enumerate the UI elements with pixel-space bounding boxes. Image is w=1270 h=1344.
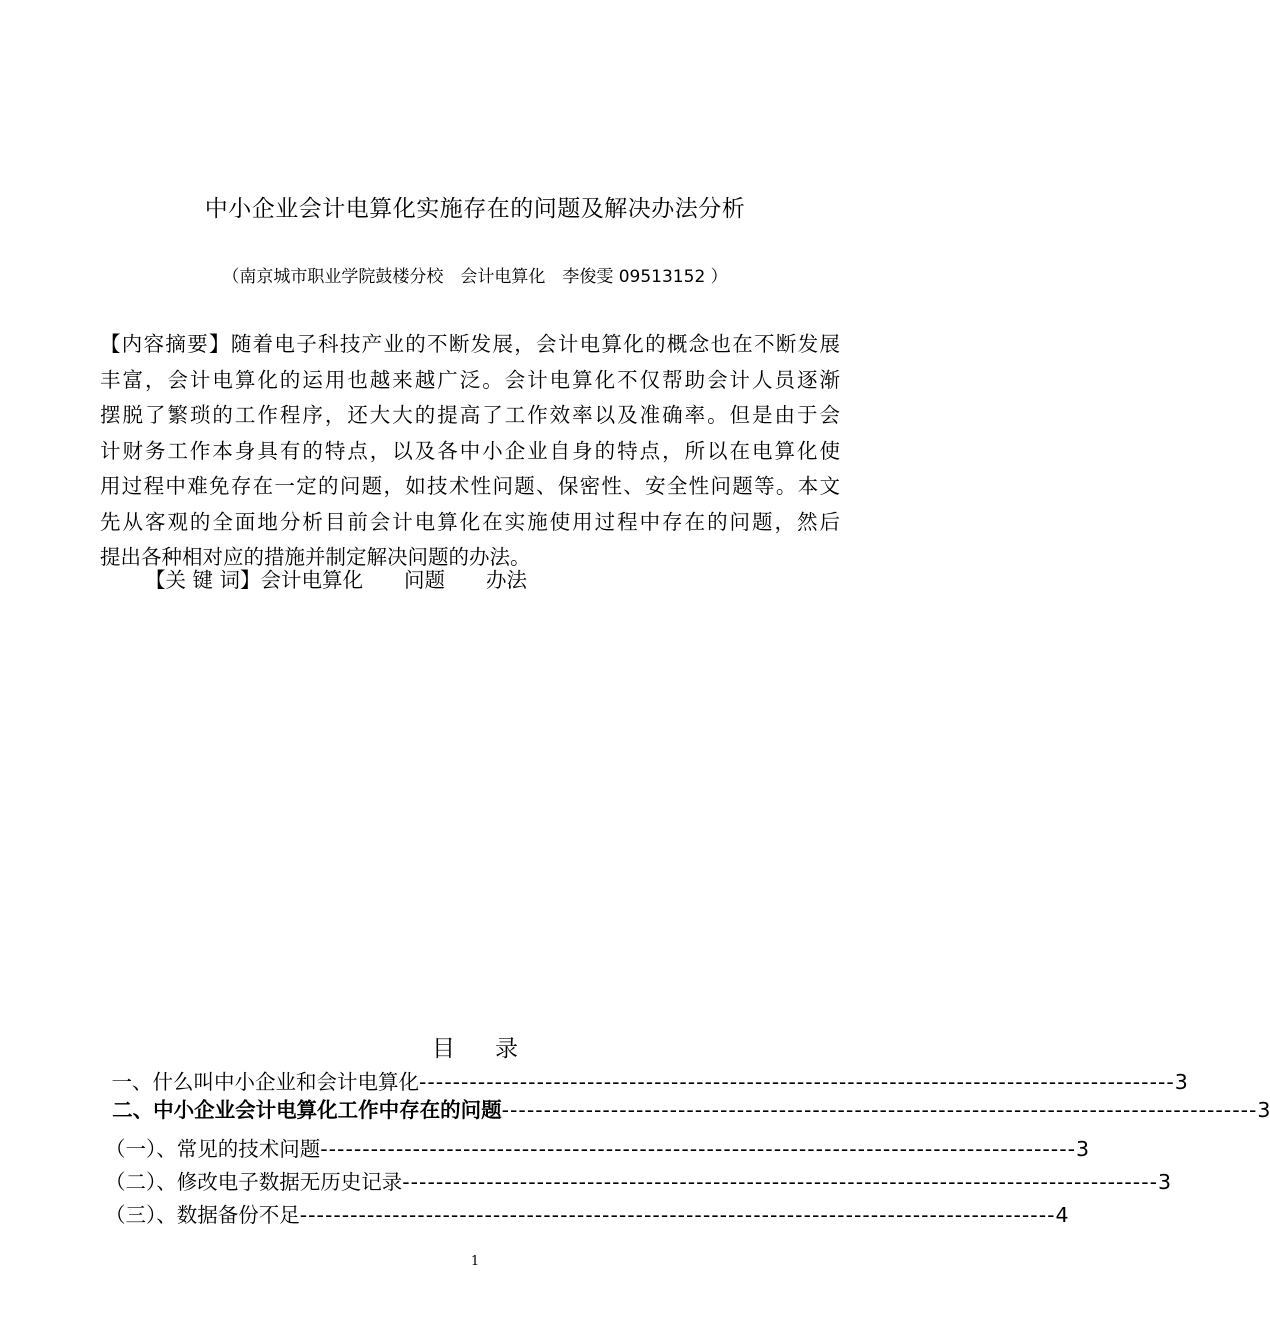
- toc-entry-label: （三）、数据备份不足: [105, 1203, 300, 1227]
- abstract-line: 提出各种相对应的措施并制定解决问题的办法。: [100, 545, 531, 569]
- abstract: [100, 327, 840, 576]
- abstract-line: 先从客观的全面地分析目前会计电算化在实施使用过程中存在的问题，然后: [100, 509, 840, 534]
- toc-leader: ------------------------------------------------------------------------------------------: [299, 1203, 1056, 1227]
- toc-entry[interactable]: [105, 1066, 1188, 1099]
- toc-entry[interactable]: [105, 1166, 1172, 1199]
- table-of-contents: [105, 1066, 1270, 1232]
- keywords: 【关 键 词】会计电算化 问题 办法: [145, 568, 528, 592]
- toc-entry[interactable]: [105, 1199, 1069, 1232]
- toc-entry-label: 二、中小企业会计电算化工作中存在的问题: [105, 1098, 502, 1122]
- abstract-line: 计财务工作本身具有的特点，以及各中小企业自身的特点，所以在电算化使: [100, 438, 840, 463]
- toc-entry-page: 3: [1257, 1098, 1270, 1122]
- toc-entry-page: 4: [1055, 1203, 1069, 1227]
- toc-entry-page: 3: [1158, 1170, 1172, 1194]
- toc-entry-page: 3: [1174, 1070, 1188, 1094]
- abstract-line: 【内容摘要】随着电子科技产业的不断发展，会计电算化的概念也在不断发展: [100, 332, 840, 356]
- toc-entry-label: （一）、常见的技术问题: [105, 1137, 321, 1161]
- page-number: 1: [470, 1254, 480, 1269]
- toc-entry[interactable]: [105, 1098, 1270, 1122]
- toc-heading: 目录: [432, 1036, 558, 1062]
- abstract-line: 摆脱了繁琐的工作程序，还大大的提高了工作效率以及准确率。但是由于会: [100, 403, 840, 427]
- toc-leader: ------------------------------------------------------------------------------------------: [419, 1070, 1175, 1094]
- document-title: 中小企业会计电算化实施存在的问题及解决办法分析: [204, 196, 746, 222]
- author-byline: （南京城市职业学院鼓楼分校 会计电算化 李俊雯 09513152 ）: [222, 267, 728, 287]
- toc-entry-label: 一、什么叫中小企业和会计电算化: [105, 1070, 420, 1094]
- abstract-line: 用过程中难免存在一定的问题，如技术性问题、保密性、安全性问题等。本文: [100, 474, 840, 498]
- toc-entry-label: （二）、修改电子数据无历史记录: [105, 1170, 403, 1194]
- toc-entry-page: 3: [1076, 1137, 1090, 1161]
- toc-leader: ------------------------------------------------------------------------------------------: [320, 1137, 1076, 1161]
- toc-leader: ------------------------------------------------------------------------------------------: [501, 1098, 1258, 1122]
- toc-leader: ------------------------------------------------------------------------------------------: [402, 1170, 1158, 1194]
- toc-entry[interactable]: [105, 1133, 1090, 1166]
- abstract-line: 丰富，会计电算化的运用也越来越广泛。会计电算化不仅帮助会计人员逐渐: [100, 367, 840, 392]
